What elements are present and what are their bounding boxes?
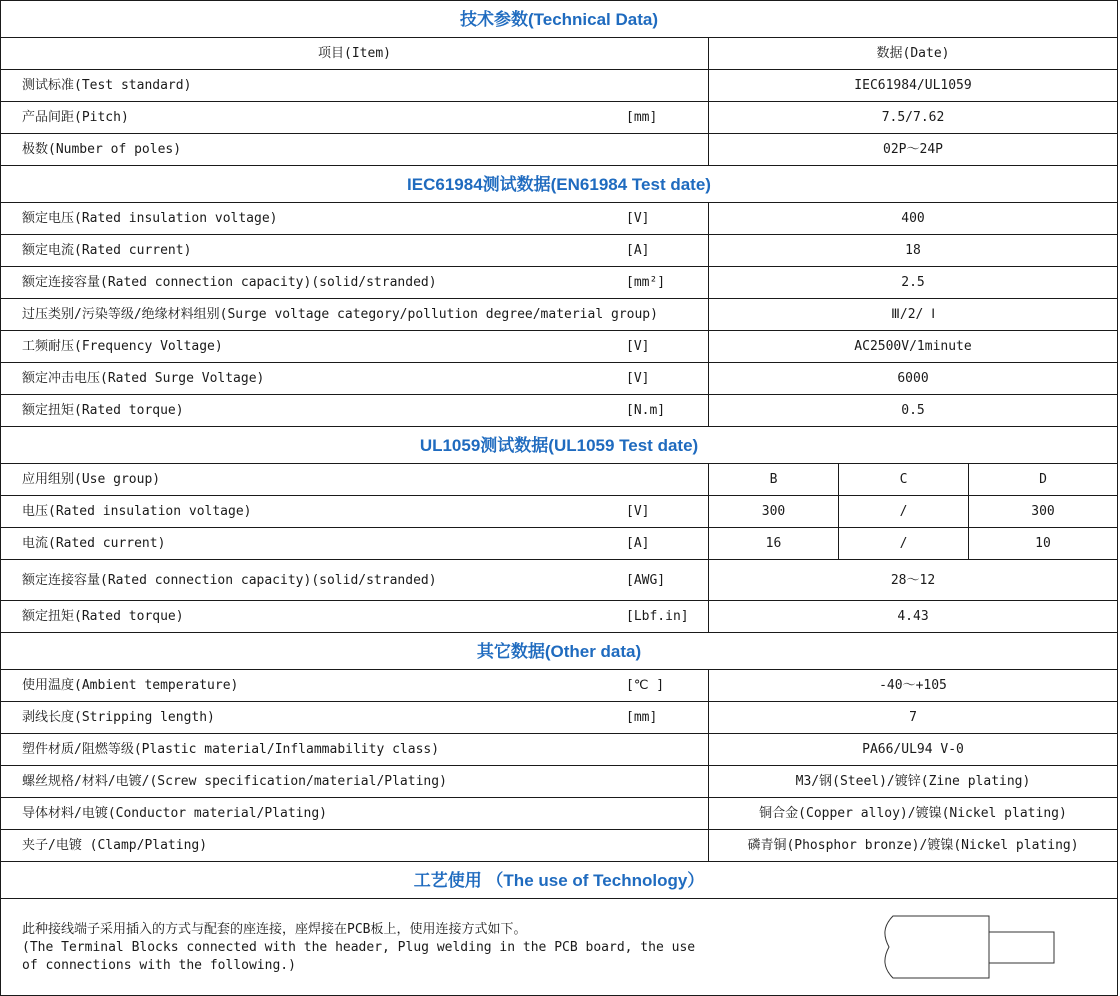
value-d: 300 <box>968 496 1117 527</box>
table-row <box>1 496 1117 528</box>
section-title-ul: UL1059测试数据(UL1059 Test date) <box>1 427 1117 464</box>
row-value: Ⅲ/2/ Ⅰ <box>708 299 1117 330</box>
group-c: C <box>838 464 968 495</box>
table-row <box>1 528 1117 560</box>
row-unit: [mm] <box>626 110 658 125</box>
row-value: 02P～24P <box>708 134 1117 165</box>
row-unit: [A] <box>626 536 650 551</box>
row-item: 使用温度(Ambient temperature) <box>22 678 239 693</box>
row-value: 7 <box>708 702 1117 733</box>
row-value: 0.5 <box>708 395 1117 426</box>
section-title-technical: 技术参数(Technical Data) <box>1 1 1117 38</box>
row-item: 额定扭矩(Rated torque) <box>22 609 184 624</box>
row-unit: [A] <box>626 243 650 258</box>
row-item: 电流(Rated current) <box>22 536 166 551</box>
row-value: IEC61984/UL1059 <box>708 70 1117 101</box>
row-value: AC2500V/1minute <box>708 331 1117 362</box>
row-value: PA66/UL94 V-0 <box>708 734 1117 765</box>
table-row <box>1 235 1117 267</box>
row-value: 2.5 <box>708 267 1117 298</box>
header-row <box>1 38 1117 70</box>
row-item: 产品间距(Pitch) <box>22 110 129 125</box>
row-value: -40～+105 <box>708 670 1117 701</box>
row-item: 过压类别/污染等级/绝缘材料组别(Surge voltage category/pollution degree/material group) <box>22 307 658 322</box>
table-row <box>1 560 1117 601</box>
row-item: 额定连接容量(Rated connection capacity)(solid/stranded) <box>22 275 437 290</box>
row-unit: [V] <box>626 371 650 386</box>
row-item: 塑件材质/阻燃等级(Plastic material/Inflammability class) <box>22 742 440 757</box>
row-item: 测试标准(Test standard) <box>22 78 192 93</box>
row-value: 18 <box>708 235 1117 266</box>
table-row <box>1 267 1117 299</box>
table-row <box>1 299 1117 331</box>
value-c: / <box>838 496 968 527</box>
row-item: 工频耐压(Frequency Voltage) <box>22 339 223 354</box>
table-row <box>1 203 1117 235</box>
table-row <box>1 70 1117 102</box>
section-title-other: 其它数据(Other data) <box>1 633 1117 670</box>
value-b: 16 <box>708 528 838 559</box>
row-item: 剥线长度(Stripping length) <box>22 710 215 725</box>
row-value: 铜合金(Copper alloy)/镀镍(Nickel plating) <box>708 798 1117 829</box>
table-row <box>1 702 1117 734</box>
row-value: 400 <box>708 203 1117 234</box>
table-row <box>1 830 1117 862</box>
row-item: 极数(Number of poles) <box>22 142 182 157</box>
connection-diagram-icon <box>881 913 1061 983</box>
row-unit <box>607 134 708 165</box>
row-unit: [AWG] <box>626 573 666 588</box>
table-row <box>1 766 1117 798</box>
table-row <box>1 601 1117 633</box>
row-unit <box>607 70 708 101</box>
row-unit: [mm] <box>626 710 658 725</box>
table-row <box>1 395 1117 427</box>
row-unit: [mm²] <box>626 275 666 290</box>
header-item: 项目(Item) <box>318 46 391 61</box>
value-d: 10 <box>968 528 1117 559</box>
header-data: 数据(Date) <box>708 38 1117 69</box>
row-unit: [V] <box>626 211 650 226</box>
row-item: 额定电流(Rated current) <box>22 243 192 258</box>
value-c: / <box>838 528 968 559</box>
table-row <box>1 798 1117 830</box>
row-item: 夹子/电镀 (Clamp/Plating) <box>22 838 208 853</box>
row-unit: [V] <box>626 504 650 519</box>
technology-block <box>1 899 1117 995</box>
table-row <box>1 331 1117 363</box>
row-value: 28～12 <box>708 560 1117 600</box>
row-item: 额定电压(Rated insulation voltage) <box>22 211 278 226</box>
row-item: 导体材料/电镀(Conductor material/Plating) <box>22 806 327 821</box>
technology-line-3: of connections with the following.) <box>22 958 296 973</box>
group-b: B <box>708 464 838 495</box>
group-d: D <box>968 464 1117 495</box>
value-b: 300 <box>708 496 838 527</box>
row-item: 额定连接容量(Rated connection capacity)(solid/stranded) <box>22 573 437 588</box>
technology-line-1: 此种接线端子采用插入的方式与配套的座连接，座焊接在PCB板上，使用连接方式如下。 <box>22 922 527 937</box>
row-value: 6000 <box>708 363 1117 394</box>
row-item: 应用组别(Use group) <box>22 472 161 487</box>
table-row <box>1 102 1117 134</box>
technology-description <box>22 921 695 975</box>
row-unit: [N.m] <box>626 403 666 418</box>
table-row <box>1 363 1117 395</box>
row-value: 7.5/7.62 <box>708 102 1117 133</box>
table-row <box>1 670 1117 702</box>
row-item: 额定冲击电压(Rated Surge Voltage) <box>22 371 265 386</box>
row-value: 4.43 <box>708 601 1117 632</box>
row-item: 额定扭矩(Rated torque) <box>22 403 184 418</box>
table-row <box>1 464 1117 496</box>
section-title-technology: 工艺使用 （The use of Technology） <box>1 862 1117 899</box>
row-unit: [℃ ] <box>626 678 665 693</box>
section-title-iec: IEC61984测试数据(EN61984 Test date) <box>1 166 1117 203</box>
row-value: 磷青铜(Phosphor bronze)/镀镍(Nickel plating) <box>708 830 1117 861</box>
row-unit: [Lbf.in] <box>626 609 689 624</box>
row-value: M3/钢(Steel)/镀锌(Zine plating) <box>708 766 1117 797</box>
row-unit: [V] <box>626 339 650 354</box>
row-item: 螺丝规格/材料/电镀/(Screw specification/material/Plating) <box>22 774 447 789</box>
row-item: 电压(Rated insulation voltage) <box>22 504 252 519</box>
table-row <box>1 734 1117 766</box>
technology-line-2: (The Terminal Blocks connected with the header, Plug welding in the PCB board, the use <box>22 940 696 955</box>
table-row <box>1 134 1117 166</box>
